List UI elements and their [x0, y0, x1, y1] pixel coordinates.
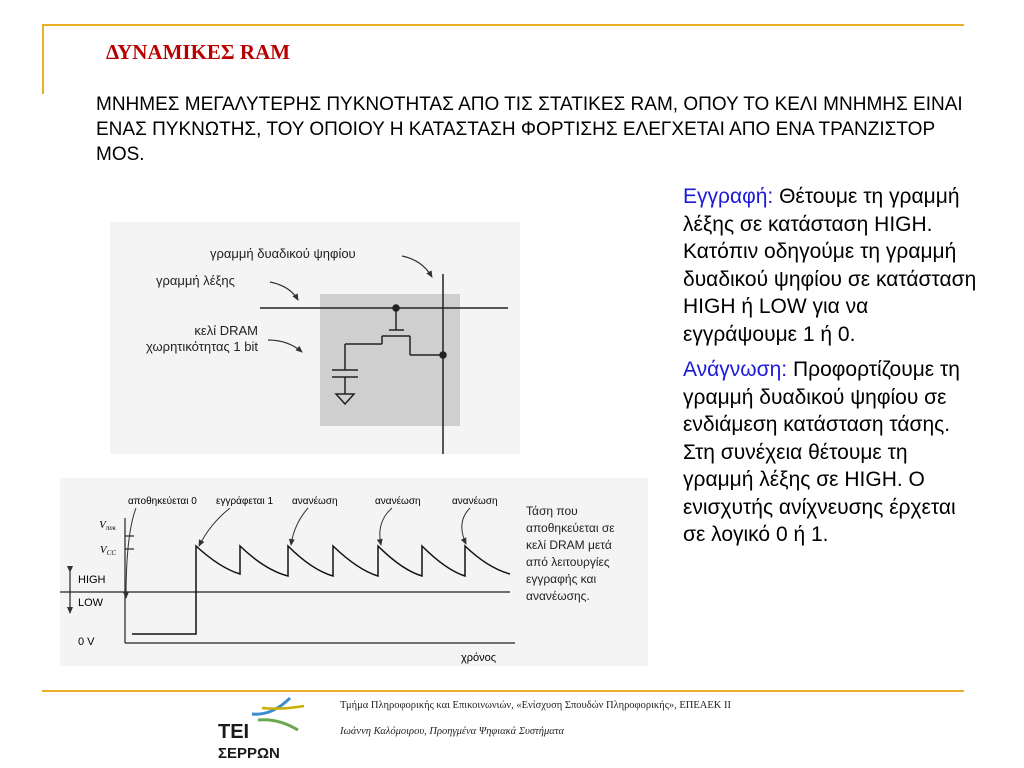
note-line: Τάση που: [526, 504, 578, 518]
read-paragraph: [683, 356, 983, 549]
high-label: HIGH: [78, 574, 106, 586]
note-line: εγγραφής και: [526, 572, 597, 586]
note-line: αποθηκεύεται σε: [526, 521, 615, 535]
top-accent-line: [42, 24, 964, 26]
cell-label-line-2: χωρητικότητας 1 bit: [146, 339, 258, 354]
note-line: ανανέωσης.: [526, 589, 590, 603]
refresh-label-1: ανανέωση: [292, 496, 338, 507]
note-line: από λειτουργίες: [526, 555, 610, 569]
logo-swoosh-blue: [252, 698, 290, 714]
zero-volt-label: 0 V: [78, 636, 95, 648]
vcap-label: Vπυκ: [99, 519, 116, 532]
write-text: Θέτουμε τη γραμμή λέξης σε κατάσταση HIGH. Κατόπιν οδηγούμε τη γραμμή δυαδικού ψηφίου σε κατάσταση HIGH ή LOW για να εγγράψουμε 1 ή 0.: [683, 185, 977, 346]
refresh-label-3: ανανέωση: [452, 496, 498, 507]
side-text: [683, 183, 983, 557]
written-1-label: εγγράφεται 1: [216, 496, 274, 507]
logo-line-1: ΤΕΙ: [218, 721, 250, 743]
dram-cell-area: [320, 294, 460, 426]
dram-voltage-waveform: [60, 478, 648, 666]
cell-label-line-1: κελί DRAM: [194, 323, 258, 338]
tei-serron-logo: [210, 694, 320, 764]
intro-text: ΜΝΗΜΕΣ ΜΕΓΑΛΥΤΕΡΗΣ ΠΥΚΝΟΤΗΤΑΣ ΑΠΟ ΤΙΣ ΣΤΑΤΙΚΕΣ RAM, ΟΠΟΥ ΤΟ ΚΕΛΙ ΜΝΗΜΗΣ ΕΙΝΑΙ ΕΝΑΣ ΠΥΚΝΩΤΗΣ, ΤΟΥ ΟΠΟΙΟΥ Η ΚΑΤΑΣΤΑΣΗ ΦΟΡΤΙΣΗΣ ΕΛΕΓΧΕΤΑΙ ΑΠΟ ΕΝΑ ΤΡΑΝΖΙΣΤΟΡ MOS.: [96, 94, 963, 165]
write-paragraph: [683, 183, 983, 348]
read-heading: Ανάγνωση:: [683, 358, 788, 381]
footer-institution: Τμήμα Πληροφορικής και Επικοινωνιών, «Ενίσχυση Σπουδών Πληροφορικής», ΕΠΕΑΕΚ ΙΙ: [340, 700, 731, 711]
stored-0-label: αποθηκεύεται 0: [128, 496, 197, 507]
slide-title: ΔΥΝΑΜΙΚΕΣ RAM: [106, 40, 291, 64]
write-heading: Εγγραφή:: [683, 185, 774, 208]
footer-accent-line: [42, 690, 964, 692]
time-label: χρόνος: [461, 652, 497, 664]
bit-line-label: γραμμή δυαδικού ψηφίου: [210, 246, 356, 261]
dram-cell-diagram: [110, 222, 520, 454]
logo-swoosh-green: [258, 720, 298, 730]
logo-swoosh-yellow: [262, 706, 304, 709]
low-label: LOW: [78, 597, 104, 609]
logo-line-2: ΣΕΡΡΩΝ: [218, 745, 280, 762]
read-text: Προφορτίζουμε τη γραμμή δυαδικού ψηφίου σε ενδιάμεση κατάσταση τάσης. Στη συνέχεια θέτουμε τη γραμμή λέξης σε HIGH. Ο ενισχυτής ανίχνευσης έρχεται σε λογικό 0 ή 1.: [683, 358, 960, 546]
vcc-label: VCC: [99, 544, 116, 557]
note-line: κελί DRAM μετά: [526, 538, 612, 552]
footer-author: Ιωάννη Καλόμοιρου, Προηγμένα Ψηφιακά Συστήματα: [340, 726, 565, 737]
refresh-label-2: ανανέωση: [375, 496, 421, 507]
left-accent-line: [42, 24, 44, 94]
word-line-label: γραμμή λέξης: [156, 273, 235, 288]
